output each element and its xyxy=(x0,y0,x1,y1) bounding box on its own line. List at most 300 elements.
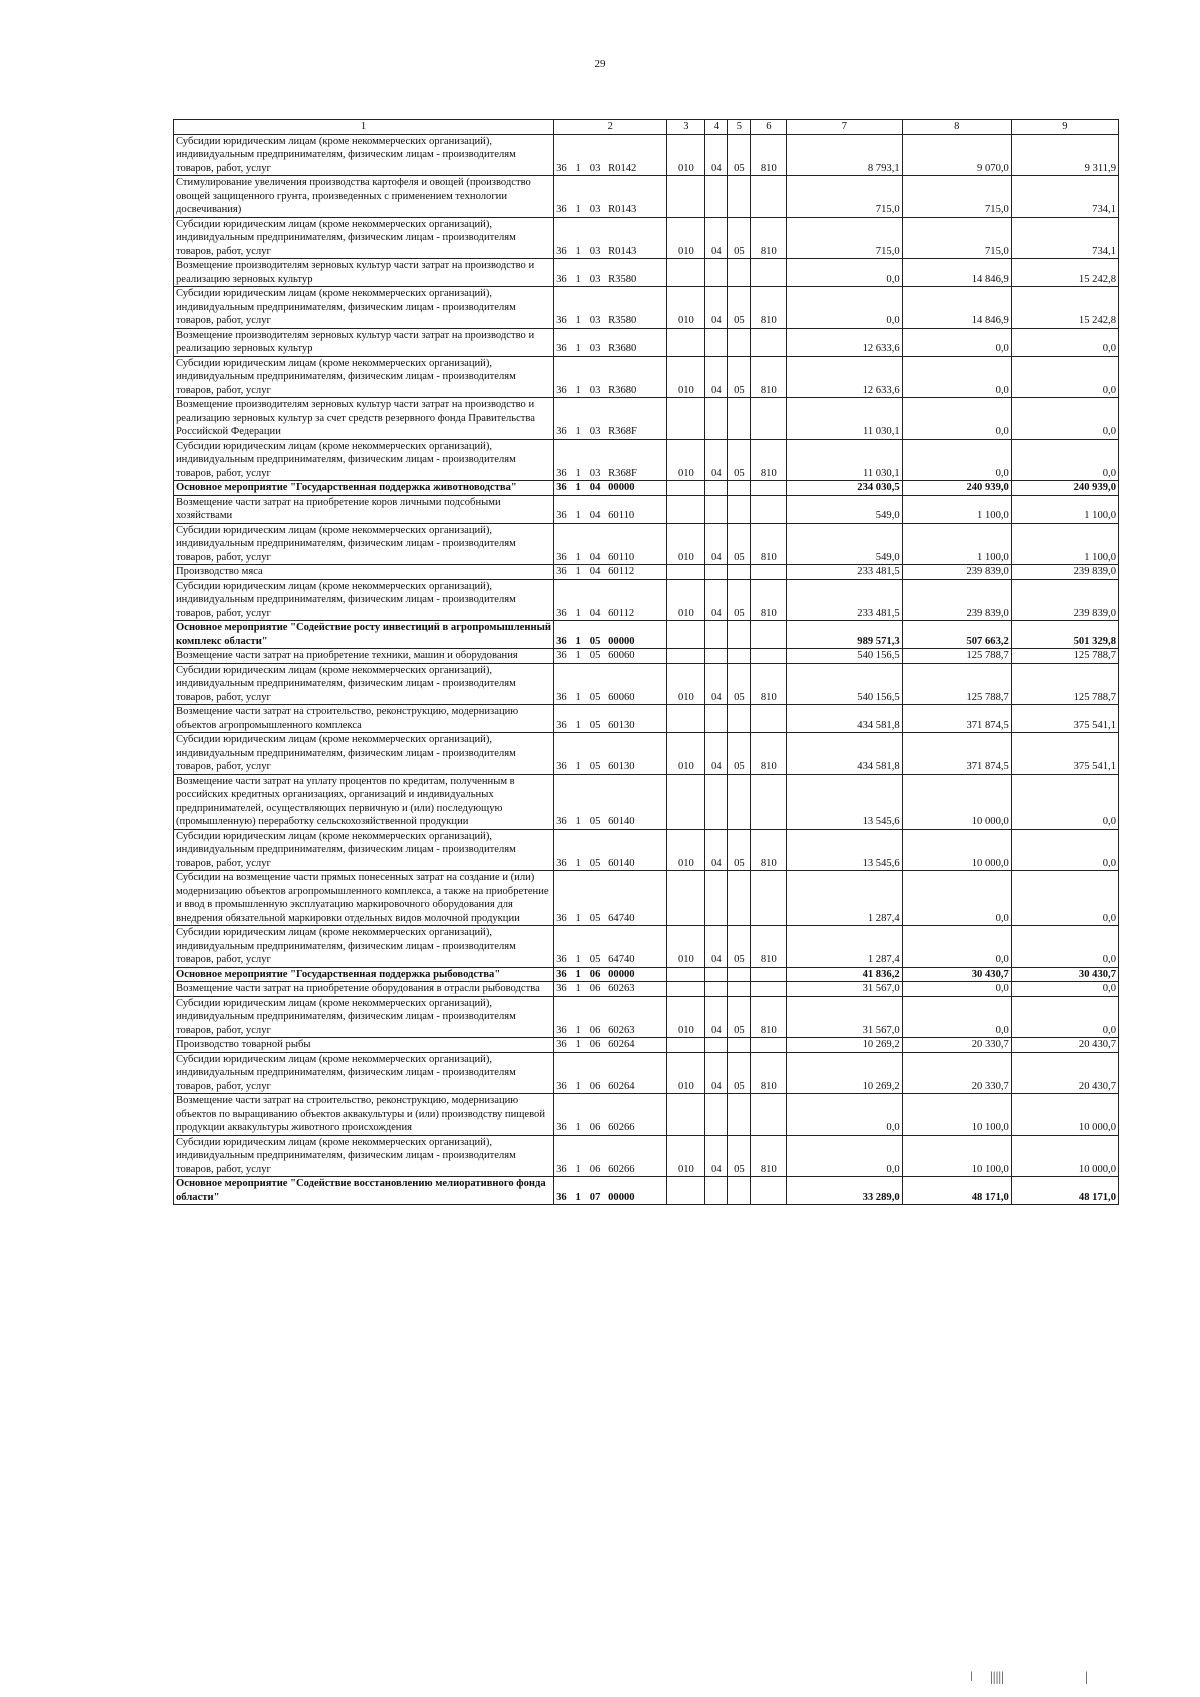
row-col5: 05 xyxy=(728,356,751,398)
row-col6 xyxy=(751,705,787,733)
row-value-9: 30 430,7 xyxy=(1011,967,1118,982)
code-program: 36 xyxy=(556,857,567,869)
code-subprogram: 1 xyxy=(575,482,581,493)
code-subprogram: 1 xyxy=(575,273,581,285)
row-col6 xyxy=(751,1177,787,1205)
row-col4: 04 xyxy=(705,579,728,621)
row-value-8: 10 100,0 xyxy=(902,1135,1011,1177)
section-row xyxy=(174,481,1119,496)
row-code xyxy=(554,982,667,997)
header-row xyxy=(174,120,1119,135)
row-value-7: 434 581,8 xyxy=(787,705,902,733)
row-value-8: 239 839,0 xyxy=(902,565,1011,580)
row-col4 xyxy=(705,705,728,733)
row-col6 xyxy=(751,565,787,580)
row-value-9: 10 000,0 xyxy=(1011,1094,1118,1136)
row-col3 xyxy=(667,1177,705,1205)
row-code xyxy=(554,217,667,259)
row-value-7: 540 156,5 xyxy=(787,663,902,705)
code-direction: 60112 xyxy=(608,607,635,619)
row-col6 xyxy=(751,871,787,926)
code-subprogram: 1 xyxy=(575,510,581,521)
row-code xyxy=(554,495,667,523)
code-program: 36 xyxy=(556,384,567,396)
header-cell-8: 8 xyxy=(902,120,1011,135)
row-code xyxy=(554,439,667,481)
code-subprogram: 1 xyxy=(575,1122,581,1133)
row-col3: 010 xyxy=(667,523,705,565)
header-cell-4: 4 xyxy=(705,120,728,135)
row-col4 xyxy=(705,649,728,664)
row-value-9: 734,1 xyxy=(1011,217,1118,259)
row-col5 xyxy=(728,1038,751,1053)
row-col4 xyxy=(705,774,728,829)
row-col6: 810 xyxy=(751,439,787,481)
row-code xyxy=(554,134,667,176)
row-code xyxy=(554,398,667,440)
row-value-9: 240 939,0 xyxy=(1011,481,1118,496)
code-direction: R0143 xyxy=(608,204,637,215)
code-event: 05 xyxy=(589,954,601,965)
row-col5: 05 xyxy=(728,1052,751,1094)
code-program: 36 xyxy=(556,566,567,577)
row-col3: 010 xyxy=(667,926,705,968)
row-name: Субсидии юридическим лицам (кроме некоммерческих организаций), индивидуальным предпринимателям, физическим лицам - производителям товаров, работ, услуг xyxy=(174,217,554,259)
table-row xyxy=(174,1038,1119,1053)
row-col3: 010 xyxy=(667,356,705,398)
row-col5 xyxy=(728,565,751,580)
row-col3: 010 xyxy=(667,579,705,621)
code-subprogram: 1 xyxy=(575,607,581,619)
table-row xyxy=(174,523,1119,565)
row-col3 xyxy=(667,621,705,649)
row-code xyxy=(554,356,667,398)
row-value-9: 239 839,0 xyxy=(1011,579,1118,621)
row-value-8: 715,0 xyxy=(902,176,1011,218)
row-value-9: 15 242,8 xyxy=(1011,259,1118,287)
row-code xyxy=(554,621,667,649)
code-event: 04 xyxy=(589,551,601,563)
row-value-8: 1 100,0 xyxy=(902,495,1011,523)
code-program: 36 xyxy=(556,482,567,493)
row-code xyxy=(554,1094,667,1136)
row-col4 xyxy=(705,982,728,997)
row-value-8: 715,0 xyxy=(902,217,1011,259)
row-value-9: 15 242,8 xyxy=(1011,287,1118,329)
code-event: 06 xyxy=(589,1039,601,1050)
code-program: 36 xyxy=(556,1080,567,1092)
row-value-8: 0,0 xyxy=(902,356,1011,398)
row-code xyxy=(554,649,667,664)
table-row xyxy=(174,495,1119,523)
code-subprogram: 1 xyxy=(575,1024,581,1036)
row-value-7: 33 289,0 xyxy=(787,1177,902,1205)
code-event: 03 xyxy=(589,315,601,326)
code-subprogram: 1 xyxy=(575,315,581,326)
table-row xyxy=(174,926,1119,968)
row-name: Субсидии юридическим лицам (кроме некоммерческих организаций), индивидуальным предпринимателям, физическим лицам - производителям товаров, работ, услуг xyxy=(174,439,554,481)
row-col3: 010 xyxy=(667,1135,705,1177)
header-cell-6: 6 xyxy=(751,120,787,135)
code-program: 36 xyxy=(556,635,567,647)
code-program: 36 xyxy=(556,204,567,215)
code-program: 36 xyxy=(556,761,567,772)
row-code xyxy=(554,926,667,968)
code-event: 06 xyxy=(589,968,601,980)
row-col5: 05 xyxy=(728,733,751,775)
code-direction: 60264 xyxy=(608,1039,635,1050)
row-value-7: 12 633,6 xyxy=(787,356,902,398)
scan-barcode-mark: ||||| xyxy=(990,1670,1005,1685)
row-col4: 04 xyxy=(705,1135,728,1177)
code-program: 36 xyxy=(556,983,567,994)
row-col3 xyxy=(667,398,705,440)
row-col6: 810 xyxy=(751,1135,787,1177)
row-value-8: 20 330,7 xyxy=(902,1038,1011,1053)
row-value-9: 501 329,8 xyxy=(1011,621,1118,649)
row-name: Субсидии юридическим лицам (кроме некоммерческих организаций), индивидуальным предпринимателям, физическим лицам - производителям товаров, работ, услуг xyxy=(174,134,554,176)
table-row xyxy=(174,398,1119,440)
row-col5 xyxy=(728,705,751,733)
row-col4 xyxy=(705,481,728,496)
row-value-9: 0,0 xyxy=(1011,328,1118,356)
row-col4: 04 xyxy=(705,356,728,398)
row-value-7: 233 481,5 xyxy=(787,579,902,621)
row-value-8: 371 874,5 xyxy=(902,733,1011,775)
code-subprogram: 1 xyxy=(575,162,581,174)
code-program: 36 xyxy=(556,1191,567,1203)
row-col6 xyxy=(751,1094,787,1136)
section-row xyxy=(174,967,1119,982)
row-col5: 05 xyxy=(728,217,751,259)
code-event: 06 xyxy=(589,1080,601,1092)
row-col5 xyxy=(728,176,751,218)
row-col6 xyxy=(751,982,787,997)
row-col6 xyxy=(751,176,787,218)
row-col5 xyxy=(728,328,751,356)
table-row xyxy=(174,259,1119,287)
row-col5: 05 xyxy=(728,926,751,968)
row-name: Субсидии юридическим лицам (кроме некоммерческих организаций), индивидуальным предпринимателям, физическим лицам - производителям товаров, работ, услуг xyxy=(174,926,554,968)
row-value-7: 12 633,6 xyxy=(787,328,902,356)
row-col6: 810 xyxy=(751,579,787,621)
code-direction: R368F xyxy=(608,426,637,437)
row-name: Субсидии на возмещение части прямых понесенных затрат на создание и (или) модернизацию объектов агропромышленного комплекса, а также на приобретение и ввод в промышленную эксплуатацию маркировочного оборудования для внедрения обязательной маркировки отдельных видов молочной продукции xyxy=(174,871,554,926)
table-row xyxy=(174,733,1119,775)
row-name: Возмещение части затрат на строительство, реконструкцию, модернизацию объектов по выращиванию объектов аквакультуры и (или) производству пищевой продукции аквакультуры животного происхождения xyxy=(174,1094,554,1136)
row-col4: 04 xyxy=(705,217,728,259)
row-col4 xyxy=(705,1038,728,1053)
row-col3 xyxy=(667,967,705,982)
row-value-8: 0,0 xyxy=(902,398,1011,440)
row-code xyxy=(554,481,667,496)
row-value-9: 48 171,0 xyxy=(1011,1177,1118,1205)
row-name: Основное мероприятие "Государственная поддержка рыбоводства" xyxy=(174,967,554,982)
code-program: 36 xyxy=(556,1024,567,1036)
row-value-8: 10 000,0 xyxy=(902,829,1011,871)
row-value-9: 375 541,1 xyxy=(1011,705,1118,733)
header-cell-5: 5 xyxy=(728,120,751,135)
header-cell-9: 9 xyxy=(1011,120,1118,135)
code-direction: 60130 xyxy=(608,761,635,772)
row-col5: 05 xyxy=(728,579,751,621)
row-col5 xyxy=(728,621,751,649)
row-name: Возмещение части затрат на приобретение техники, машин и оборудования xyxy=(174,649,554,664)
code-subprogram: 1 xyxy=(575,566,581,577)
row-name: Основное мероприятие "Содействие росту инвестиций в агропромышленный комплекс области" xyxy=(174,621,554,649)
code-subprogram: 1 xyxy=(575,761,581,772)
row-name: Возмещение производителям зерновых культур части затрат на производство и реализацию зерновых культур xyxy=(174,328,554,356)
code-direction: R3580 xyxy=(608,315,637,326)
row-name: Стимулирование увеличения производства картофеля и овощей (производство овощей защищенного грунта, произведенных с применением технологии досвечивания) xyxy=(174,176,554,218)
code-event: 03 xyxy=(589,467,601,479)
row-col6: 810 xyxy=(751,356,787,398)
row-value-9: 20 430,7 xyxy=(1011,1038,1118,1053)
row-col3 xyxy=(667,649,705,664)
row-col3: 010 xyxy=(667,439,705,481)
row-name: Субсидии юридическим лицам (кроме некоммерческих организаций), индивидуальным предпринимателям, физическим лицам - производителям товаров, работ, услуг xyxy=(174,287,554,329)
row-col3: 010 xyxy=(667,287,705,329)
row-col4 xyxy=(705,176,728,218)
row-value-8: 0,0 xyxy=(902,328,1011,356)
code-direction: 60266 xyxy=(608,1122,635,1133)
code-subprogram: 1 xyxy=(575,1163,581,1175)
row-col3: 010 xyxy=(667,829,705,871)
row-value-8: 1 100,0 xyxy=(902,523,1011,565)
row-col5: 05 xyxy=(728,523,751,565)
row-col5: 05 xyxy=(728,287,751,329)
scan-mark-right: | xyxy=(1085,1670,1088,1685)
row-value-8: 0,0 xyxy=(902,982,1011,997)
row-col5: 05 xyxy=(728,134,751,176)
row-col3 xyxy=(667,982,705,997)
code-event: 06 xyxy=(589,1122,601,1133)
code-subprogram: 1 xyxy=(575,912,581,924)
row-value-7: 31 567,0 xyxy=(787,982,902,997)
row-col3 xyxy=(667,495,705,523)
row-name: Субсидии юридическим лицам (кроме некоммерческих организаций), индивидуальным предпринимателям, физическим лицам - производителям товаров, работ, услуг xyxy=(174,1052,554,1094)
code-program: 36 xyxy=(556,510,567,521)
row-value-9: 0,0 xyxy=(1011,398,1118,440)
row-col5 xyxy=(728,1094,751,1136)
row-value-7: 0,0 xyxy=(787,259,902,287)
row-value-7: 549,0 xyxy=(787,523,902,565)
row-col6 xyxy=(751,1038,787,1053)
row-code xyxy=(554,663,667,705)
row-col5: 05 xyxy=(728,1135,751,1177)
row-col3 xyxy=(667,328,705,356)
row-value-7: 234 030,5 xyxy=(787,481,902,496)
code-event: 03 xyxy=(589,384,601,396)
row-code xyxy=(554,733,667,775)
code-event: 03 xyxy=(589,204,601,215)
row-value-7: 31 567,0 xyxy=(787,996,902,1038)
row-code xyxy=(554,1135,667,1177)
row-col6: 810 xyxy=(751,926,787,968)
table-row xyxy=(174,982,1119,997)
row-col4: 04 xyxy=(705,439,728,481)
row-col4 xyxy=(705,565,728,580)
header-cell-1: 1 xyxy=(174,120,554,135)
code-event: 06 xyxy=(589,1024,601,1036)
row-value-8: 239 839,0 xyxy=(902,579,1011,621)
row-name: Производство товарной рыбы xyxy=(174,1038,554,1053)
code-direction: 60110 xyxy=(608,551,635,563)
row-col3 xyxy=(667,774,705,829)
code-program: 36 xyxy=(556,607,567,619)
row-value-7: 8 793,1 xyxy=(787,134,902,176)
code-event: 06 xyxy=(589,983,601,994)
code-direction: 60130 xyxy=(608,719,635,731)
row-col5 xyxy=(728,495,751,523)
row-value-8: 507 663,2 xyxy=(902,621,1011,649)
code-direction: 60264 xyxy=(608,1080,635,1092)
scan-mark: ǀ xyxy=(970,1670,973,1685)
row-col3 xyxy=(667,1094,705,1136)
code-subprogram: 1 xyxy=(575,1080,581,1092)
row-col6 xyxy=(751,774,787,829)
table-row xyxy=(174,1094,1119,1136)
row-col5 xyxy=(728,649,751,664)
code-event: 05 xyxy=(589,635,601,647)
code-direction: 64740 xyxy=(608,954,635,965)
row-col6: 810 xyxy=(751,829,787,871)
row-value-8: 125 788,7 xyxy=(902,663,1011,705)
row-col6 xyxy=(751,495,787,523)
row-code xyxy=(554,1052,667,1094)
code-program: 36 xyxy=(556,315,567,326)
row-value-9: 239 839,0 xyxy=(1011,565,1118,580)
code-program: 36 xyxy=(556,816,567,827)
table-row xyxy=(174,356,1119,398)
row-name: Субсидии юридическим лицам (кроме некоммерческих организаций), индивидуальным предпринимателям, физическим лицам - производителям товаров, работ, услуг xyxy=(174,829,554,871)
row-value-8: 14 846,9 xyxy=(902,259,1011,287)
row-value-8: 0,0 xyxy=(902,871,1011,926)
row-col4 xyxy=(705,1094,728,1136)
code-subprogram: 1 xyxy=(575,691,581,703)
code-direction: 60263 xyxy=(608,983,635,994)
code-event: 04 xyxy=(589,607,601,619)
row-col6: 810 xyxy=(751,663,787,705)
row-value-9: 0,0 xyxy=(1011,356,1118,398)
row-col4 xyxy=(705,259,728,287)
row-col4: 04 xyxy=(705,134,728,176)
code-program: 36 xyxy=(556,343,567,354)
row-col6: 810 xyxy=(751,134,787,176)
row-value-7: 1 287,4 xyxy=(787,871,902,926)
row-code xyxy=(554,565,667,580)
table-row xyxy=(174,705,1119,733)
row-col4 xyxy=(705,495,728,523)
code-subprogram: 1 xyxy=(575,719,581,731)
row-name: Возмещение производителям зерновых культур части затрат на производство и реализацию зерновых культур за счет средств резервного фонда Правительства Российской Федерации xyxy=(174,398,554,440)
code-direction: R3680 xyxy=(608,384,637,396)
row-col5 xyxy=(728,398,751,440)
code-program: 36 xyxy=(556,1122,567,1133)
table-row xyxy=(174,829,1119,871)
row-value-8: 240 939,0 xyxy=(902,481,1011,496)
row-col3 xyxy=(667,1038,705,1053)
code-direction: R3580 xyxy=(608,273,637,285)
row-col4 xyxy=(705,1177,728,1205)
row-value-7: 11 030,1 xyxy=(787,439,902,481)
code-program: 36 xyxy=(556,912,567,924)
row-value-7: 989 571,3 xyxy=(787,621,902,649)
row-col3: 010 xyxy=(667,733,705,775)
code-event: 04 xyxy=(589,566,601,577)
code-subprogram: 1 xyxy=(575,968,581,980)
row-col4 xyxy=(705,328,728,356)
row-value-8: 371 874,5 xyxy=(902,705,1011,733)
code-program: 36 xyxy=(556,551,567,563)
row-value-8: 0,0 xyxy=(902,926,1011,968)
row-col3 xyxy=(667,565,705,580)
code-program: 36 xyxy=(556,719,567,731)
row-col6 xyxy=(751,259,787,287)
code-subprogram: 1 xyxy=(575,204,581,215)
row-name: Возмещение производителям зерновых культур части затрат на производство и реализацию зерновых культур xyxy=(174,259,554,287)
row-name: Основное мероприятие "Содействие восстановлению мелиоративного фонда области" xyxy=(174,1177,554,1205)
row-code xyxy=(554,328,667,356)
code-event: 07 xyxy=(589,1191,601,1203)
table-row xyxy=(174,565,1119,580)
table-row xyxy=(174,217,1119,259)
row-col5 xyxy=(728,259,751,287)
row-col4 xyxy=(705,967,728,982)
code-direction: 60060 xyxy=(608,691,635,703)
code-direction: 60140 xyxy=(608,816,635,827)
code-subprogram: 1 xyxy=(575,954,581,965)
row-col5 xyxy=(728,871,751,926)
row-value-9: 10 000,0 xyxy=(1011,1135,1118,1177)
row-col4: 04 xyxy=(705,733,728,775)
row-col3 xyxy=(667,871,705,926)
code-subprogram: 1 xyxy=(575,650,581,661)
table-row xyxy=(174,871,1119,926)
row-name: Основное мероприятие "Государственная поддержка животноводства" xyxy=(174,481,554,496)
table-row xyxy=(174,663,1119,705)
code-program: 36 xyxy=(556,426,567,437)
row-col6: 810 xyxy=(751,996,787,1038)
code-direction: R0143 xyxy=(608,245,637,257)
row-col4: 04 xyxy=(705,1052,728,1094)
row-col6: 810 xyxy=(751,523,787,565)
code-direction: 60140 xyxy=(608,857,635,869)
code-direction: 60060 xyxy=(608,650,635,661)
row-col3 xyxy=(667,176,705,218)
section-row xyxy=(174,1177,1119,1205)
row-col5: 05 xyxy=(728,996,751,1038)
code-event: 03 xyxy=(589,426,601,437)
row-col5 xyxy=(728,982,751,997)
code-event: 03 xyxy=(589,343,601,354)
row-value-7: 0,0 xyxy=(787,1135,902,1177)
code-subprogram: 1 xyxy=(575,857,581,869)
code-direction: 60263 xyxy=(608,1024,635,1036)
row-name: Возмещение части затрат на строительство, реконструкцию, модернизацию объектов агропромышленного комплекса xyxy=(174,705,554,733)
page-number: 29 xyxy=(594,58,606,70)
row-name: Возмещение части затрат на уплату процентов по кредитам, полученным в российских кредитных организациях, организаций и индивидуальных предпринимателей, осуществляющих первичную и (или) последующую (промышленную) переработку сельскохозяйственной продукции xyxy=(174,774,554,829)
code-program: 36 xyxy=(556,273,567,285)
row-value-7: 13 545,6 xyxy=(787,829,902,871)
row-code xyxy=(554,829,667,871)
row-name: Субсидии юридическим лицам (кроме некоммерческих организаций), индивидуальным предпринимателям, физическим лицам - производителям товаров, работ, услуг xyxy=(174,523,554,565)
row-col4 xyxy=(705,621,728,649)
code-direction: 00000 xyxy=(608,968,635,980)
table-row xyxy=(174,649,1119,664)
code-direction: R0142 xyxy=(608,162,637,174)
row-value-7: 11 030,1 xyxy=(787,398,902,440)
